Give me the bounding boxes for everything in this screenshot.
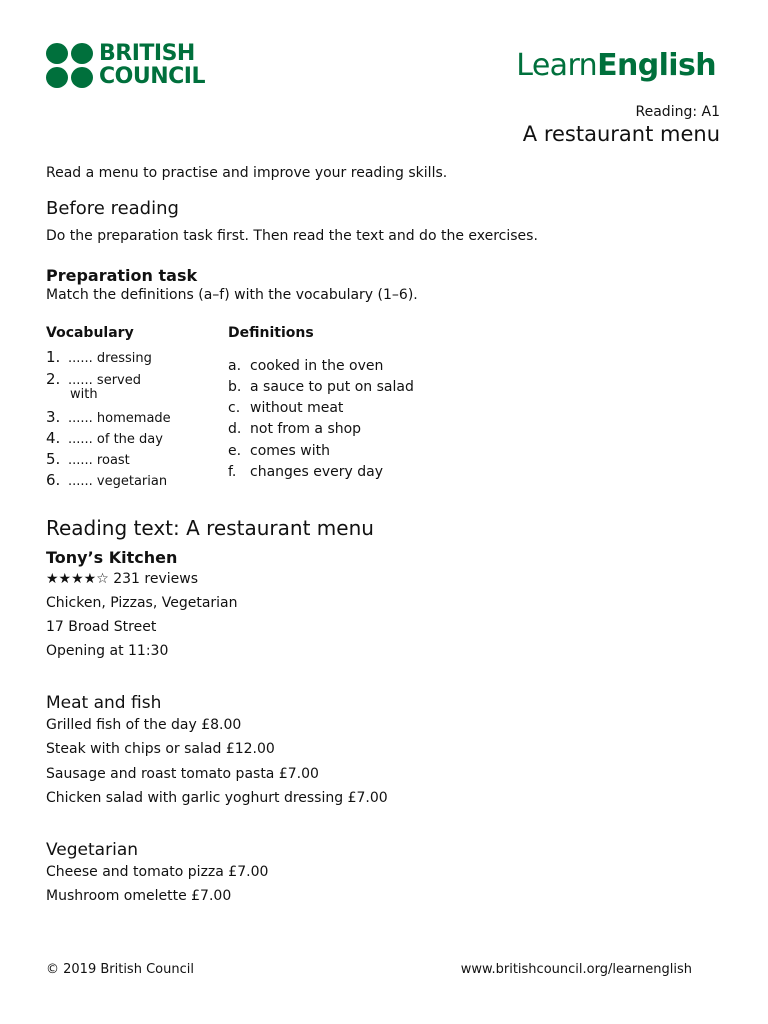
vocab-item: 1. ...... dressing xyxy=(46,348,152,366)
vocab-item-wrap: with xyxy=(70,387,98,402)
page-title: A restaurant menu xyxy=(522,122,720,146)
before-reading-text: Do the preparation task first. Then read the text and do the exercises. xyxy=(46,228,538,244)
logo-text-line2: COUNCIL xyxy=(99,64,205,89)
opening-text: Opening at 11:30 xyxy=(46,643,169,659)
definition-item: f. changes every day xyxy=(228,464,384,480)
definition-item: c. without meat xyxy=(228,400,344,416)
intro-text: Read a menu to practise and improve your reading skills. xyxy=(46,165,448,181)
vocab-item: 5. ...... roast xyxy=(46,450,130,468)
address-text: 17 Broad Street xyxy=(46,619,157,635)
english-word: English xyxy=(597,48,716,83)
menu-item: Cheese and tomato pizza £7.00 xyxy=(46,864,269,880)
footer-url[interactable]: www.britishcouncil.org/learnenglish xyxy=(460,962,692,977)
definitions-heading: Definitions xyxy=(228,325,314,341)
menu-item: Grilled fish of the day £8.00 xyxy=(46,717,242,733)
vocab-item: 6. ...... vegetarian xyxy=(46,471,168,489)
preparation-text: Match the definitions (a–f) with the vocabulary (1–6). xyxy=(46,287,418,303)
menu-item: Chicken salad with garlic yoghurt dressing £7.00 xyxy=(46,790,388,806)
logo-dots-icon xyxy=(46,43,94,89)
vocabulary-heading: Vocabulary xyxy=(46,325,134,341)
reviews-count: 231 reviews xyxy=(113,571,198,587)
preparation-heading: Preparation task xyxy=(46,266,198,285)
menu-item: Steak with chips or salad £12.00 xyxy=(46,741,275,757)
menu-item: Mushroom omelette £7.00 xyxy=(46,888,232,904)
restaurant-name: Tony’s Kitchen xyxy=(46,548,178,567)
menu-item: Sausage and roast tomato pasta £7.00 xyxy=(46,766,319,782)
learnenglish-logo xyxy=(516,48,716,83)
vocab-item: 2. ...... served xyxy=(46,370,141,388)
logo-text-line1: BRITISH xyxy=(99,41,195,66)
before-reading-heading: Before reading xyxy=(46,198,179,219)
section-heading: Vegetarian xyxy=(46,840,139,860)
vocab-item: 4. ...... of the day xyxy=(46,429,163,447)
definition-item: d. not from a shop xyxy=(228,421,362,437)
definition-item: b. a sauce to put on salad xyxy=(228,379,414,395)
rating-stars-icon: ★★★★☆ xyxy=(46,571,109,587)
reading-heading: Reading text: A restaurant menu xyxy=(46,516,374,540)
vocab-item: 3. ...... homemade xyxy=(46,408,171,426)
rating xyxy=(46,571,198,587)
british-council-logo xyxy=(46,43,216,89)
definition-item: e. comes with xyxy=(228,443,330,459)
learn-word: Learn xyxy=(516,48,598,83)
footer-copyright: © 2019 British Council xyxy=(46,962,194,977)
level-label: Reading: A1 xyxy=(635,104,720,120)
definition-item: a. cooked in the oven xyxy=(228,358,384,374)
cuisine-text: Chicken, Pizzas, Vegetarian xyxy=(46,595,238,611)
section-heading: Meat and fish xyxy=(46,693,162,713)
